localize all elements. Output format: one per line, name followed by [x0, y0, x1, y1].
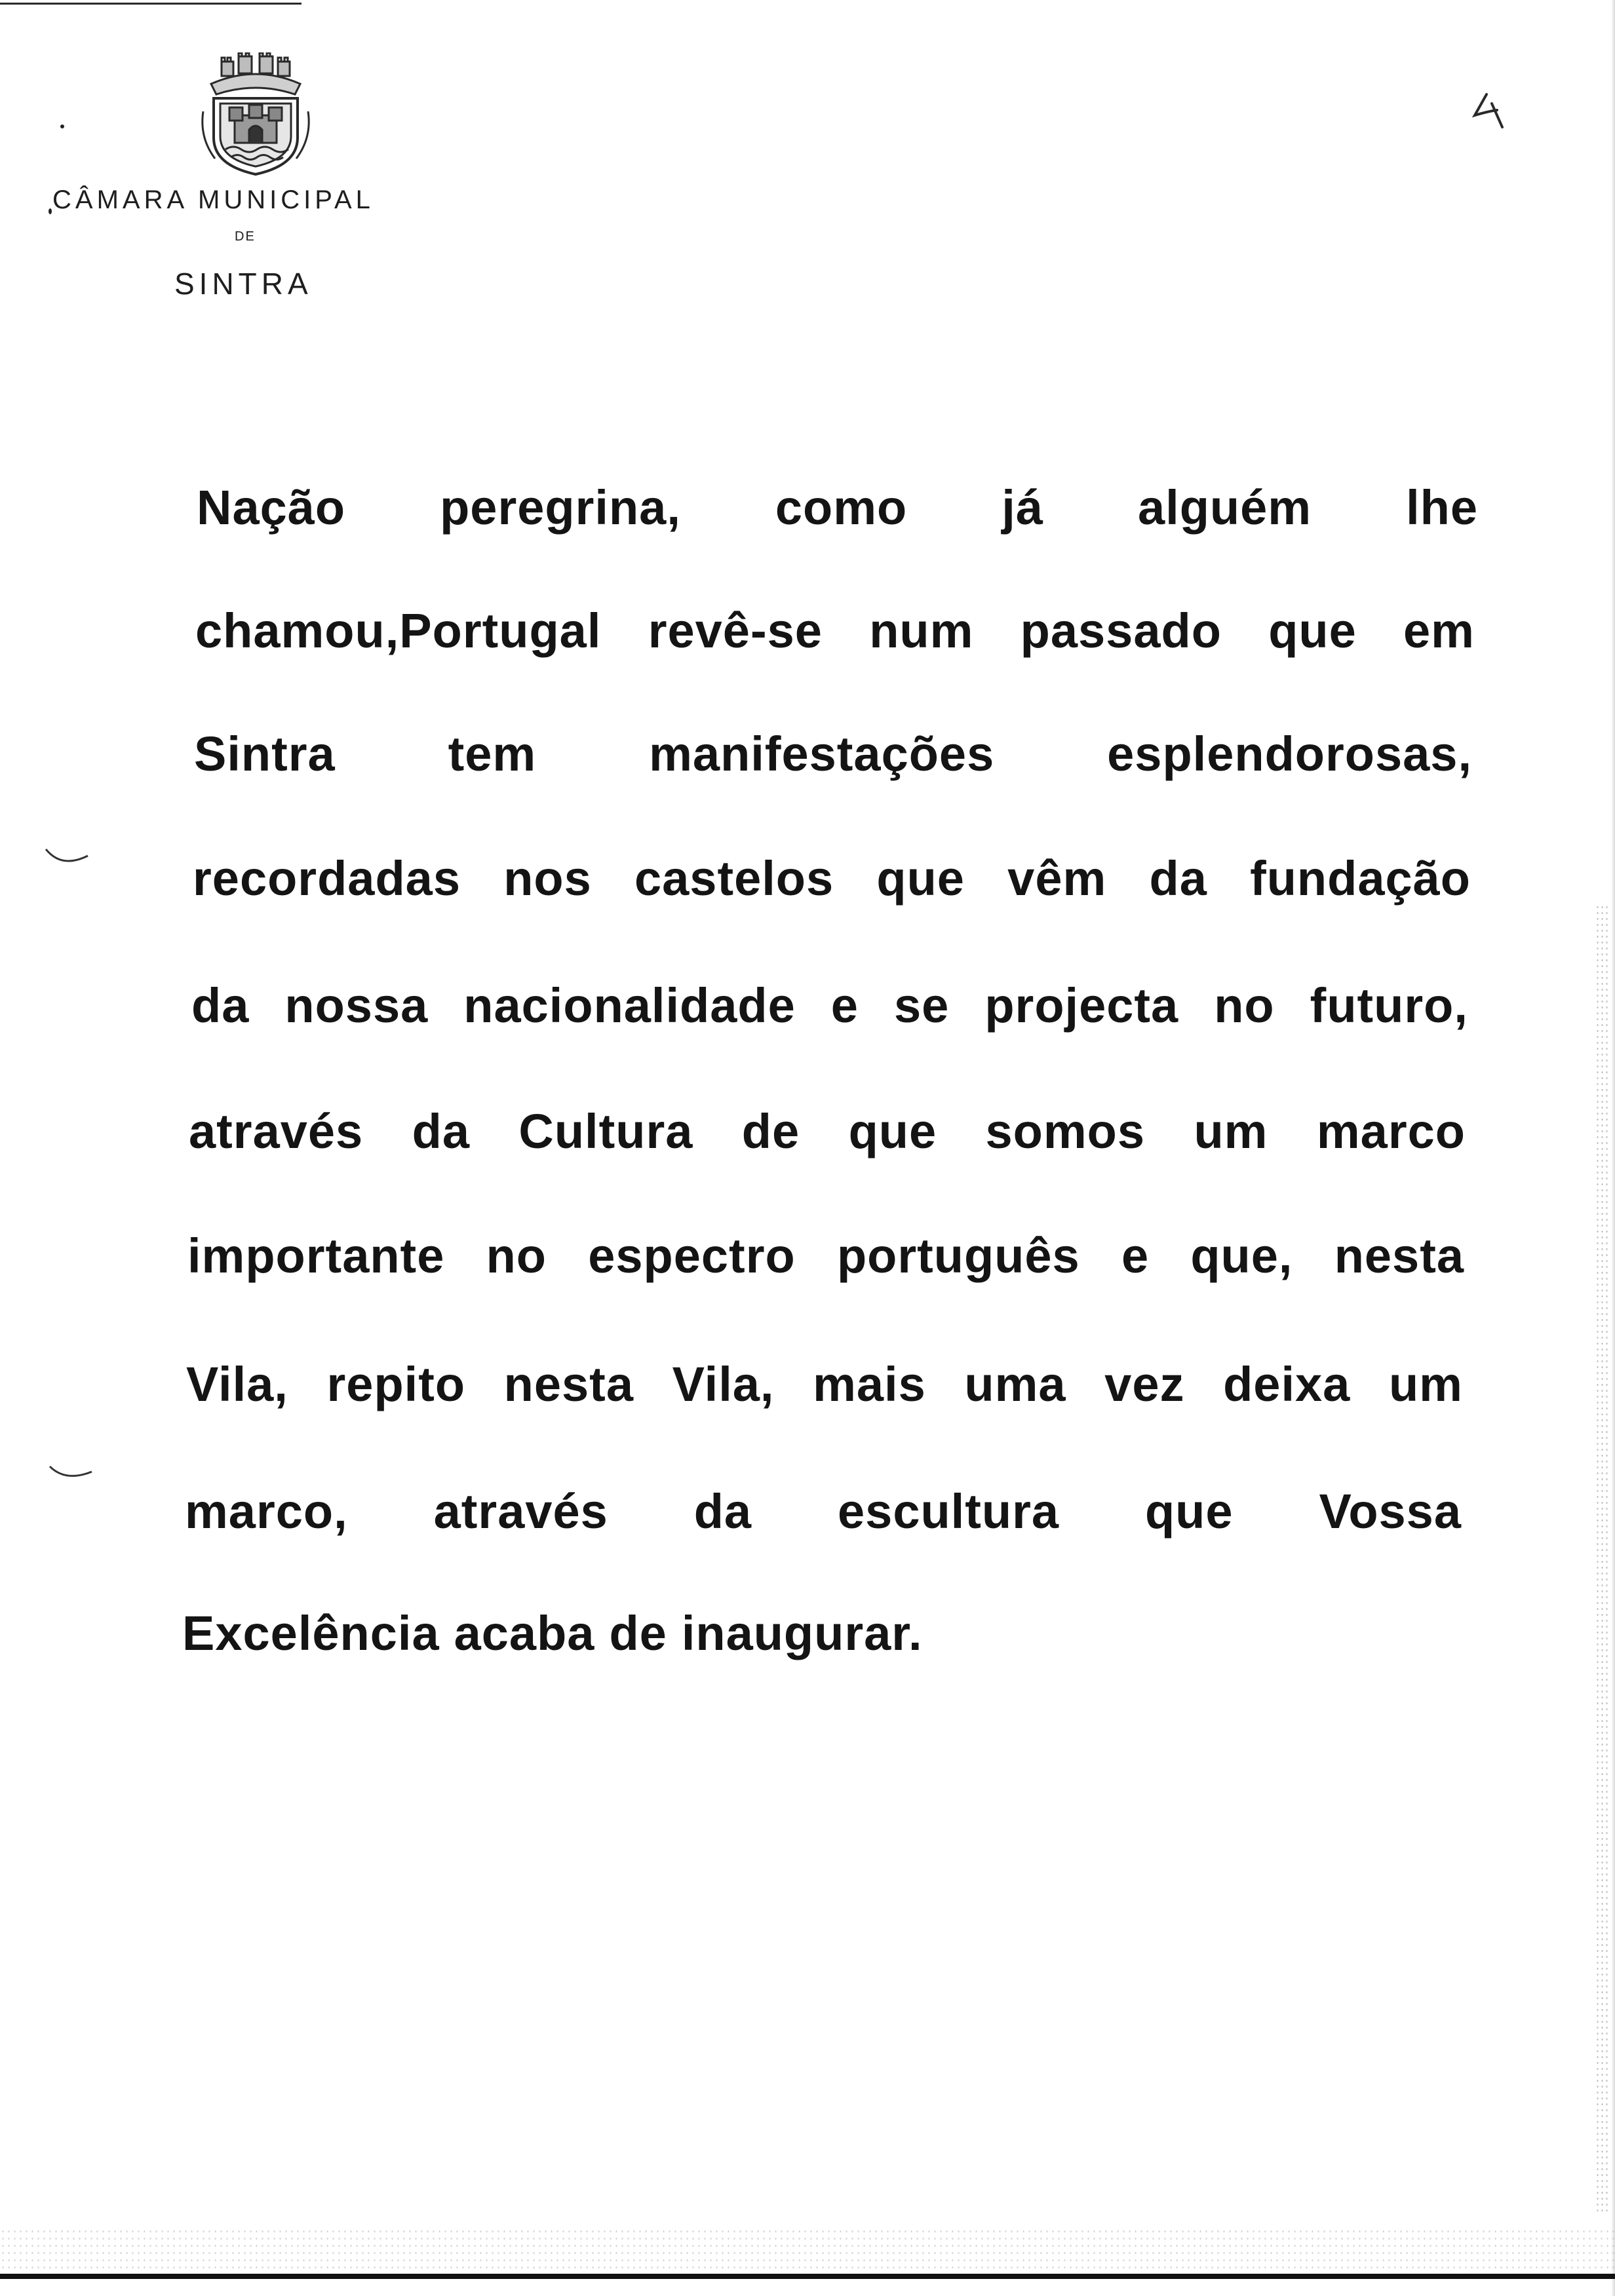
body-word: Sintra	[194, 727, 336, 781]
body-word: Nação	[197, 480, 346, 535]
body-line	[191, 976, 1468, 1035]
body-line	[195, 602, 1475, 660]
body-word: no	[1214, 978, 1275, 1033]
scan-noise-bottom	[0, 2228, 1615, 2274]
body-word: Vila,	[672, 1357, 775, 1411]
body-word: deixa	[1223, 1357, 1351, 1411]
scan-edge-line	[0, 3, 302, 5]
margin-mark	[42, 845, 94, 871]
body-word: vez	[1104, 1357, 1185, 1411]
body-word: que	[876, 851, 965, 906]
body-word: somos	[985, 1104, 1146, 1158]
body-word: Excelência	[182, 1606, 440, 1660]
body-word: chamou,Portugal	[195, 603, 602, 658]
body-word: nos	[503, 851, 592, 906]
scan-edge-shadow	[1611, 0, 1615, 2296]
scan-bottom-band	[0, 2274, 1615, 2279]
body-word: vêm	[1007, 851, 1107, 906]
scan-noise-right	[1595, 904, 1610, 2215]
body-word: nacionalidade	[463, 978, 796, 1033]
handwritten-page-number	[1468, 85, 1521, 144]
body-word: repito	[326, 1357, 466, 1411]
body-word: castelos	[634, 851, 834, 906]
body-line	[189, 1102, 1466, 1161]
body-word: nesta	[1334, 1229, 1464, 1283]
body-word: revê-se	[648, 603, 823, 658]
body-word: escultura	[838, 1484, 1060, 1539]
body-word: lhe	[1406, 480, 1478, 535]
body-word: passado	[1020, 603, 1222, 658]
body-word: como	[775, 480, 908, 535]
body-word: recordadas	[193, 851, 461, 906]
body-line	[193, 849, 1471, 908]
body-word: através	[189, 1104, 364, 1158]
body-word: fundação	[1250, 851, 1471, 906]
body-word: que	[848, 1104, 937, 1158]
body-word: uma	[964, 1357, 1066, 1411]
body-word: um	[1388, 1357, 1463, 1411]
margin-mark	[46, 1463, 98, 1489]
body-word: que,	[1190, 1229, 1293, 1283]
body-word: projecta	[984, 978, 1179, 1033]
body-word: espectro	[588, 1229, 796, 1283]
body-word: e	[830, 978, 859, 1033]
body-word: da	[1149, 851, 1207, 906]
body-word: marco,	[185, 1484, 348, 1539]
body-word: da	[693, 1484, 752, 1539]
body-word: português	[836, 1229, 1080, 1283]
letterhead-municipality: SINTRA	[174, 267, 313, 301]
body-word: já	[1002, 480, 1043, 535]
body-word: da	[191, 978, 250, 1033]
body-word: marco	[1316, 1104, 1466, 1158]
body-word: que	[1268, 603, 1357, 658]
body-line	[185, 1482, 1462, 1541]
body-word: se	[893, 978, 950, 1033]
body-line	[197, 478, 1478, 537]
scan-speck	[60, 124, 64, 128]
letterhead-institution: CÂMARA MUNICIPAL	[52, 185, 374, 214]
letterhead-preposition: DE	[235, 229, 256, 244]
body-word: mais	[813, 1357, 926, 1411]
body-word: num	[869, 603, 974, 658]
body-line	[182, 1604, 1100, 1663]
body-word: nesta	[503, 1357, 634, 1411]
body-word: que	[1144, 1484, 1234, 1539]
body-line	[186, 1355, 1463, 1414]
body-word: de	[741, 1104, 800, 1158]
body-word: importante	[187, 1229, 445, 1283]
body-word: nossa	[284, 978, 429, 1033]
body-line	[194, 725, 1472, 784]
body-word: através	[433, 1484, 608, 1539]
body-line	[187, 1227, 1464, 1286]
body-word: um	[1194, 1104, 1268, 1158]
body-word: Vossa	[1319, 1484, 1462, 1539]
body-word: Cultura	[518, 1104, 693, 1158]
scan-speck	[49, 208, 52, 214]
body-word: tem	[448, 727, 537, 781]
body-word: alguém	[1137, 480, 1312, 535]
body-word: da	[412, 1104, 470, 1158]
body-word: esplendorosas,	[1107, 727, 1472, 781]
body-word: inaugurar.	[681, 1606, 923, 1660]
body-word: manifestações	[649, 727, 995, 781]
body-word: futuro,	[1310, 978, 1468, 1033]
body-word: em	[1403, 603, 1475, 658]
body-word: Vila,	[186, 1357, 288, 1411]
body-word: acaba	[454, 1606, 595, 1660]
coat-of-arms-icon	[197, 52, 315, 177]
body-word: no	[486, 1229, 547, 1283]
body-word: peregrina,	[440, 480, 681, 535]
body-word: de	[609, 1606, 667, 1660]
page-number-text: 4	[1468, 85, 1469, 86]
body-word: e	[1121, 1229, 1150, 1283]
